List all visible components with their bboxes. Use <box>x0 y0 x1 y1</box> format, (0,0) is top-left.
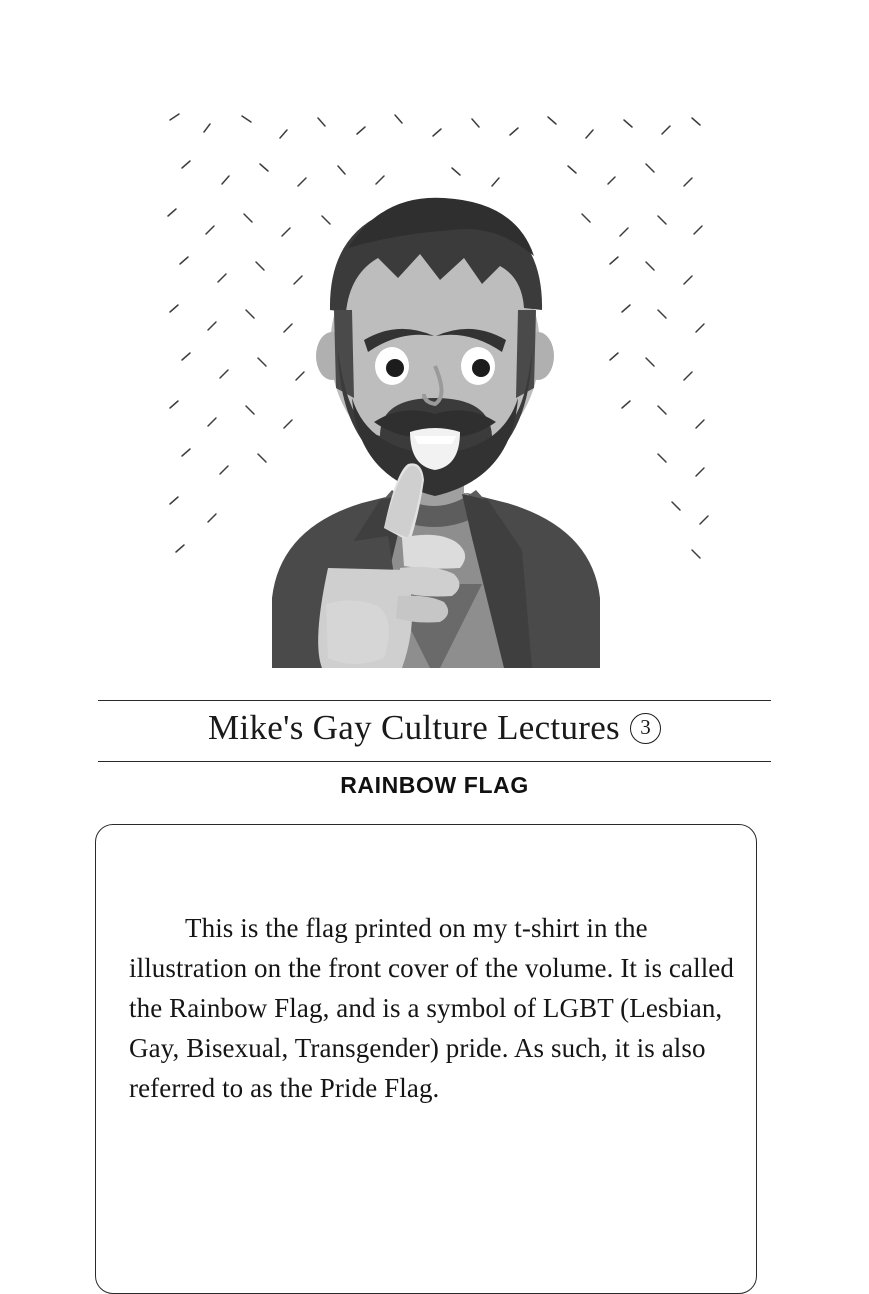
illustration-panel <box>152 98 717 668</box>
subtitle: RAINBOW FLAG <box>340 772 529 798</box>
chapter-number-badge: 3 <box>630 713 661 744</box>
body-paragraph: This is the flag printed on my t-shirt in the illustration on the front cover of the volume. It is called the Rainbow Flag, and is a symbol of LGBT (Lesbian, Gay, Bisexual, Transgender) pride. As such, it is also referred to as the Pride Flag. <box>129 913 734 1103</box>
page-title: Mike's Gay Culture Lectures <box>208 708 620 747</box>
illustration-frame <box>152 98 717 668</box>
title-row <box>98 694 771 754</box>
title-block <box>98 694 771 754</box>
title-rule-bottom <box>98 761 771 762</box>
character-figure <box>152 98 717 668</box>
